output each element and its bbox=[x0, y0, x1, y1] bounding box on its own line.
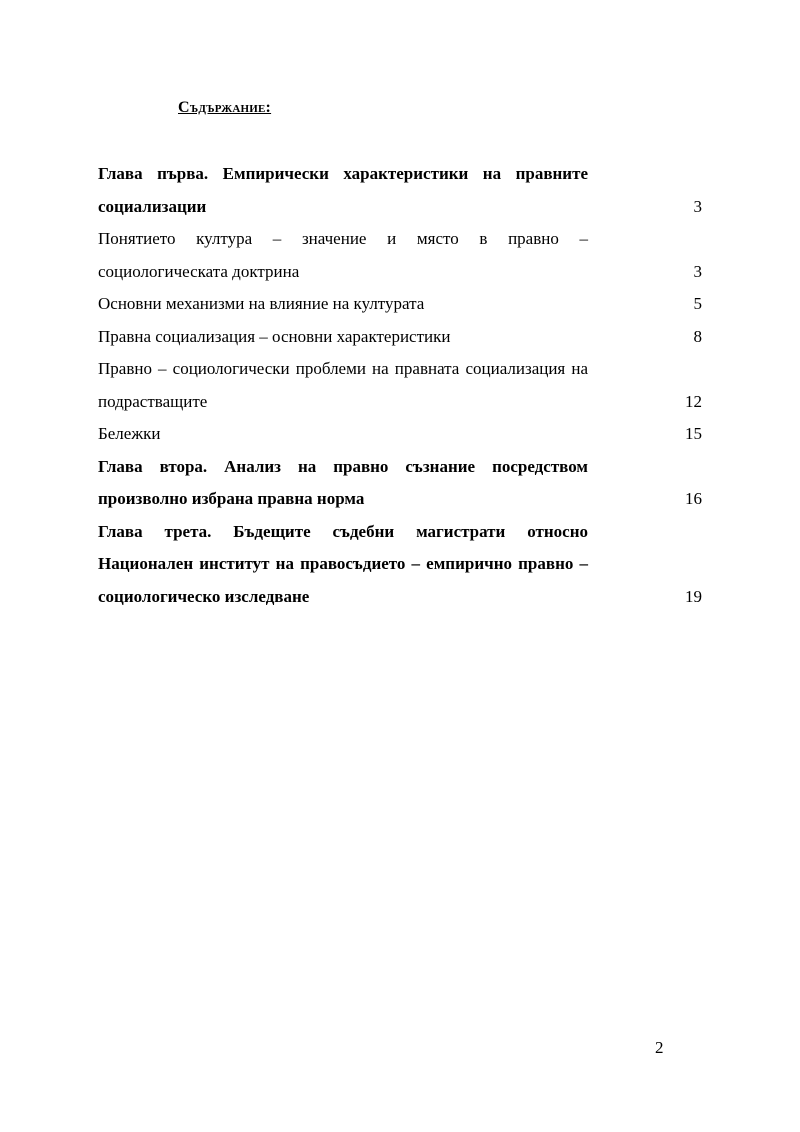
toc-entry-page: 5 bbox=[693, 294, 702, 313]
toc-entry bbox=[98, 516, 702, 614]
toc-entry-text: Правно – социологически проблеми на правната социализация на подрастващите bbox=[98, 359, 588, 411]
table-of-contents bbox=[98, 158, 702, 613]
toc-entry bbox=[98, 451, 702, 516]
toc-entry-text: Правна социализация – основни характеристики bbox=[98, 326, 451, 346]
toc-entry-text: Глава първа. Емпирически характеристики на правните социализации bbox=[98, 164, 588, 216]
toc-entry bbox=[98, 288, 702, 321]
toc-entry-page: 3 bbox=[693, 261, 702, 281]
toc-entry-page: 3 bbox=[693, 196, 702, 216]
toc-entry-page: 8 bbox=[693, 326, 702, 346]
toc-entry-text: Понятието култура – значение и място в правно – социологическата доктрина bbox=[98, 229, 588, 281]
toc-entry bbox=[98, 223, 702, 288]
toc-entry-page: 12 bbox=[685, 391, 702, 411]
toc-entry-page: 19 bbox=[685, 586, 702, 606]
toc-entry bbox=[98, 353, 702, 418]
page-title: Съдържание: bbox=[178, 99, 272, 116]
toc-entry-page: 15 bbox=[685, 424, 702, 443]
page-number: 2 bbox=[655, 1038, 664, 1057]
toc-entry-text: Бележки bbox=[98, 424, 161, 443]
toc-entry bbox=[98, 321, 702, 354]
toc-entry-text: Глава втора. Анализ на правно съзнание посредством произволно избрана правна норма bbox=[98, 456, 588, 508]
toc-entry bbox=[98, 158, 702, 223]
toc-entry-text: Основни механизми на влияние на културата bbox=[98, 294, 425, 313]
toc-entry bbox=[98, 418, 702, 451]
toc-entry-text: Глава трета. Бъдещите съдебни магистрати относно Национален институт на правосъдието – емпирично правно – социологическо изследване bbox=[98, 521, 588, 606]
toc-entry-page: 16 bbox=[685, 489, 702, 508]
